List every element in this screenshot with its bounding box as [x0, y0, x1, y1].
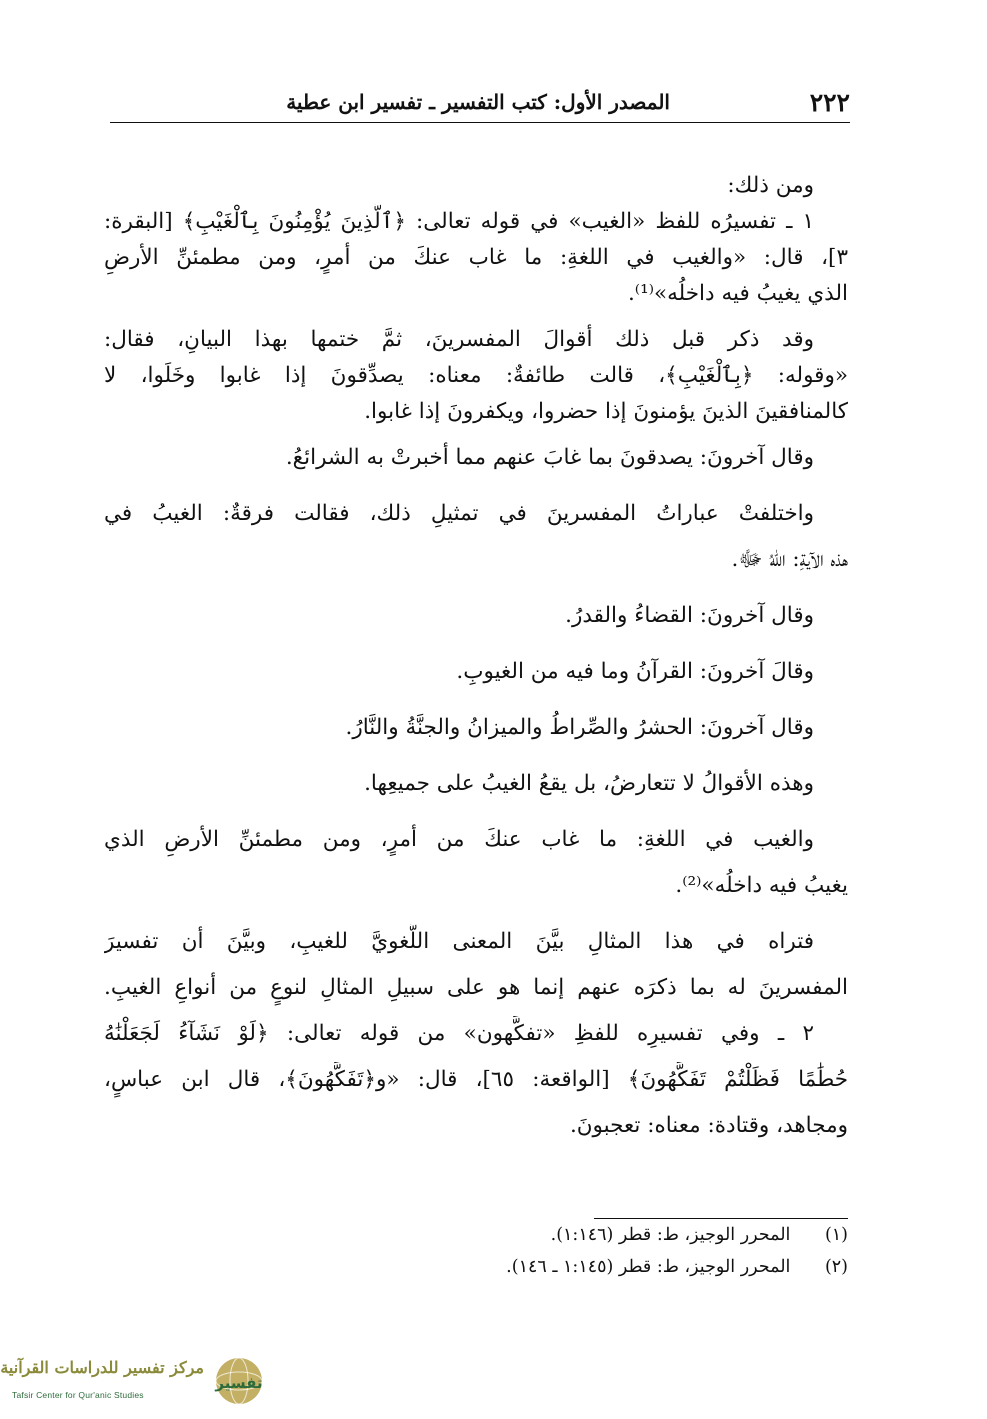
text-line: وقال آخرونَ: يصدقونَ بما غابَ عنهم مما أخبرتْ به الشرائعُ. — [285, 445, 814, 470]
footnote-text: المحرر الوجيز، ط: قطر (١:١٤٥ ـ ١٤٦). — [506, 1257, 791, 1277]
text-line: وقال آخرونَ: القضاءُ والقدرُ. — [565, 603, 814, 628]
footnote — [104, 1251, 848, 1283]
logo-mark-text: تفسير — [215, 1374, 263, 1392]
footnote — [104, 1219, 848, 1251]
text-line: ١ ـ تفسيرُه للفظ «الغيب» في قوله تعالى: ﴿ٱلَّذِينَ يُؤْمِنُونَ بِٱلْغَيْبِ﴾ [البقرة: — [104, 209, 814, 234]
text-line: وقال آخرونَ: الحشرُ والصِّراطُ والميزانُ والجنَّةُ والنَّارُ. — [345, 715, 814, 740]
text-line: الذي يغيبُ فيه داخلُه»⁽¹⁾. — [627, 281, 848, 306]
running-title: المصدر الأول: كتب التفسير ـ تفسير ابن عطية — [286, 90, 670, 114]
text-line: حُطَٰمًا فَظَلْتُمْ تَفَكَّهُونَ﴾ [الواقعة: ٦٥]، قال: «و﴿تَفَكَّهُونَ﴾، قال ابن عباسٍ، — [104, 1067, 848, 1092]
text-line: ٢ ـ وفي تفسيرِه للفظِ «تفكَّهون» من قوله تعالى: ﴿لَوْ نَشَآءُ لَجَعَلْنَٰهُ — [104, 1021, 814, 1046]
footnotes — [104, 1218, 848, 1283]
text-line: يغيبُ فيه داخلُه»⁽²⁾. — [675, 873, 848, 898]
footnote-text: المحرر الوجيز، ط: قطر (١:١٤٦). — [550, 1225, 791, 1245]
text-line: واختلفتْ عباراتُ المفسرينَ في تمثيلِ ذلك، فقالت فرقةٌ: الغيبُ في — [104, 501, 814, 526]
logo-arabic-text: مركز تفسير للدراسات القرآنية — [0, 1358, 204, 1377]
footnote-number: (٢) — [824, 1257, 848, 1277]
footnote-number: (١) — [824, 1225, 848, 1245]
publisher-logo — [0, 1356, 266, 1408]
page-number: ٢٢٢ — [809, 88, 850, 117]
text-line: وقد ذكر قبل ذلك أقوالَ المفسرينَ، ثمَّ ختمها بهذا البيانِ، فقال: — [104, 327, 814, 352]
logo-english-text: Tafsir Center for Qur'anic Studies — [12, 1390, 144, 1400]
text-line: فتراه في هذا المثالِ بيَّنَ المعنى اللُّغويَّ للغيبِ، وبيَّنَ أن تفسيرَ — [104, 929, 814, 954]
text-line: وهذه الأقوالُ لا تتعارضُ، بل يقعُ الغيبُ على جميعِها. — [364, 771, 814, 796]
globe-logo-icon — [214, 1356, 264, 1406]
text-line: هذه الآيةِ: اللهُ ﷻ. — [731, 547, 848, 572]
text-line: ٣]، قال: «والغيب في اللغةِ: ما غاب عنكَ من أمرٍ، ومن مطمئنِّ الأرضِ — [104, 245, 848, 270]
text-line: «وقوله: ﴿بِٱلْغَيْبِ﴾، قالت طائفةٌ: معناه: يصدِّقونَ إذا غابوا وخَلَوا، لا — [104, 363, 848, 388]
text-line: ومجاهد، وقتادة: معناه: تعجبونَ. — [569, 1113, 848, 1138]
main-text — [104, 168, 848, 1144]
text-line: كالمنافقينَ الذينَ يؤمنونَ إذا حضروا، ويكفرونَ إذا غابوا. — [364, 399, 848, 424]
text-line: وقالَ آخرونَ: القرآنُ وما فيه من الغيوبِ. — [456, 659, 814, 684]
page-header — [110, 84, 850, 123]
text-line: ومن ذلك: — [727, 173, 814, 198]
text-line: والغيب في اللغةِ: ما غاب عنكَ من أمرٍ، ومن مطمئنِّ الأرضِ الذي — [104, 827, 814, 852]
text-line: المفسرينَ له بما ذكرَه عنهم إنما هو على سبيلِ المثالِ لنوعٍ من أنواعِ الغيبِ. — [104, 975, 848, 1000]
